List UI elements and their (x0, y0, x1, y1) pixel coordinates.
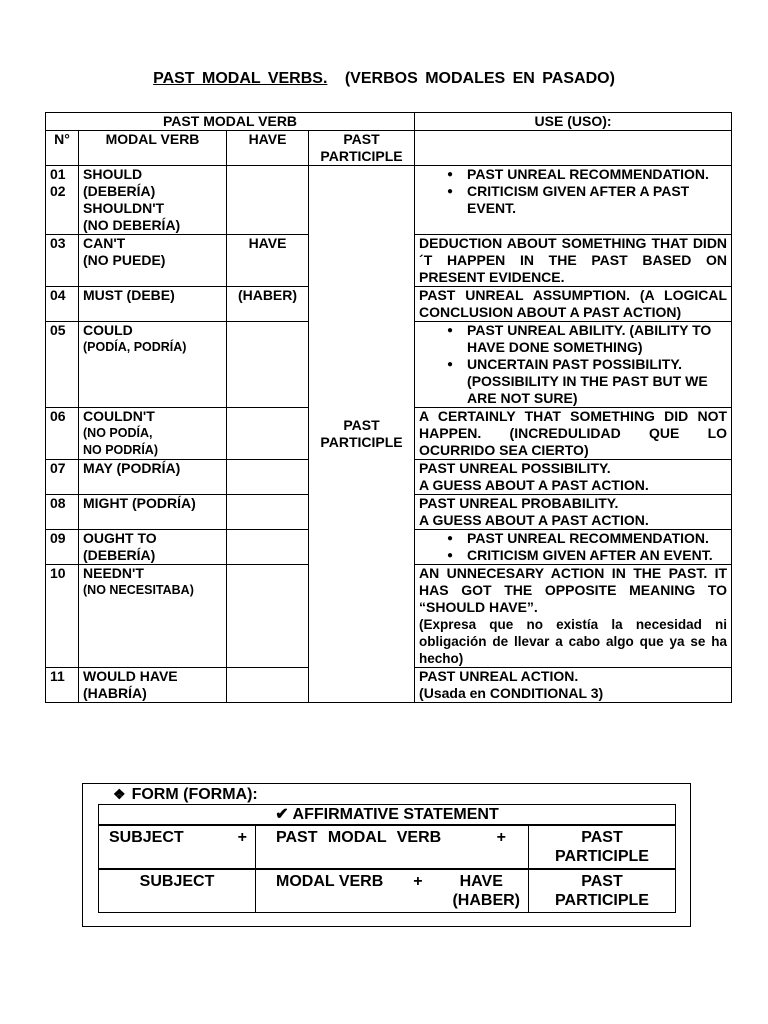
form-heading (113, 786, 258, 804)
affirmative-statement-header (99, 805, 676, 826)
past-modal-verb-label: PAST MODAL VERB (276, 829, 442, 846)
modal-verb-label: MODAL VERB (276, 873, 384, 890)
use-bullet: ● PAST UNREAL RECOMMENDATION. (447, 530, 727, 547)
use-bullet-list (419, 166, 727, 217)
have-cell (227, 322, 309, 408)
have-cell (227, 408, 309, 460)
have-cell (227, 565, 309, 668)
row-number: 11 (46, 668, 79, 703)
modal-verb-cell: WOULD HAVE (HABRÍA) (79, 668, 227, 703)
checkmark-icon: ✔ (275, 806, 289, 823)
form-statement-row (99, 805, 676, 826)
use-bullet: ● UNCERTAIN PAST POSSIBILITY. (POSSIBILITY IN THE PAST BUT WE ARE NOT SURE) (447, 356, 727, 407)
row-number: 06 (46, 408, 79, 460)
use-header: USE (USO): (415, 113, 732, 131)
haber-label: (HABER) (452, 892, 520, 909)
plus-sign: + (237, 829, 247, 846)
use-bullet: ● CRITICISM GIVEN AFTER A PAST EVENT. (447, 183, 727, 217)
have-cell: (HABER) (227, 287, 309, 322)
have-cell (227, 668, 309, 703)
have-cell: HAVE (227, 235, 309, 287)
row-number: 09 (46, 530, 79, 565)
modal-verb-text: NEEDN'T (83, 565, 144, 581)
use-cell: PAST UNREAL ACTION. (Usada en CONDITIONAL 3) (415, 668, 732, 703)
number-column-header: N° (46, 131, 79, 166)
use-bullet: ● CRITICISM GIVEN AFTER AN EVENT. (447, 547, 727, 564)
row-number: 05 (46, 322, 79, 408)
form-table (98, 804, 676, 913)
use-column-blank (415, 131, 732, 166)
table-row (46, 166, 732, 235)
modal-verb-cell (79, 408, 227, 460)
row-number: 08 (46, 495, 79, 530)
modal-verb-cell (79, 565, 227, 668)
have-cell (227, 166, 309, 235)
modal-verb-translation: (NO PODÍA, NO PODRÍA) (83, 426, 158, 457)
row-number: 07 (46, 460, 79, 495)
past-participle-cell: PAST PARTICIPLE (529, 825, 676, 869)
modal-verb-cell: MUST (DEBE) (79, 287, 227, 322)
use-cell (415, 530, 732, 565)
modal-verb-cell: CAN'T (NO PUEDE) (79, 235, 227, 287)
form-section (82, 783, 691, 927)
use-bullet-list (419, 530, 727, 564)
modal-verbs-table (45, 112, 732, 703)
use-cell (415, 322, 732, 408)
past-participle-cell: PAST PARTICIPLE (529, 869, 676, 913)
modal-verb-translation: (PODÍA, PODRÍA) (83, 340, 187, 354)
use-bullet: ● PAST UNREAL RECOMMENDATION. (447, 166, 727, 183)
use-cell: PAST UNREAL PROBABILITY. A GUESS ABOUT A PAST ACTION. (415, 495, 732, 530)
modal-verb-cell: OUGHT TO (DEBERÍA) (79, 530, 227, 565)
have-cell (227, 460, 309, 495)
use-cell (415, 565, 732, 668)
modal-verb-cell: MAY (PODRÍA) (79, 460, 227, 495)
modal-have-group (264, 872, 520, 910)
use-cell (415, 166, 732, 235)
header-row-1 (46, 113, 732, 131)
use-cell: DEDUCTION ABOUT SOMETHING THAT DIDN´T HAPPEN IN THE PAST BASED ON PRESENT EVIDENCE. (415, 235, 732, 287)
modal-verb-column-header: MODAL VERB (79, 131, 227, 166)
subject-plus-group (109, 828, 247, 847)
verb-plus-group (264, 828, 520, 847)
use-text: AN UNNECESARY ACTION IN THE PAST. IT HAS GOT THE OPPOSITE MEANING TO “SHOULD HAVE”. (419, 565, 728, 615)
have-label: HAVE (459, 873, 503, 890)
subject-cell: SUBJECT (99, 869, 256, 913)
have-cell (227, 530, 309, 565)
subject-cell (99, 825, 256, 869)
row-number: 03 (46, 235, 79, 287)
use-cell: A CERTAINLY THAT SOMETHING DID NOT HAPPEN. (INCREDULIDAD QUE LO OCURRIDO SEA CIERTO) (415, 408, 732, 460)
page-title (0, 70, 768, 88)
verb-cell (256, 869, 529, 913)
use-note: (Expresa que no existía la necesidad ni obligación de llevar a cabo algo que ya se ha hecho) (419, 617, 728, 666)
header-row-2 (46, 131, 732, 166)
modal-verb-text: COULD (83, 322, 133, 338)
row-number: 04 (46, 287, 79, 322)
plus-sign: + (413, 873, 423, 890)
past-participle-column-header: PAST PARTICIPLE (309, 131, 415, 166)
title-main: PAST MODAL VERBS. (153, 70, 328, 87)
affirmative-statement-label: AFFIRMATIVE STATEMENT (292, 806, 499, 823)
modal-verb-cell: MIGHT (PODRÍA) (79, 495, 227, 530)
verb-cell (256, 825, 529, 869)
diamond-bullet-icon: ❖ (113, 786, 126, 802)
modal-verb-text: COULDN'T (83, 408, 155, 424)
have-cell (227, 495, 309, 530)
have-column-header: HAVE (227, 131, 309, 166)
modal-verb-cell: SHOULD (DEBERÍA) SHOULDN'T (NO DEBERÍA) (79, 166, 227, 235)
use-bullet-list (419, 322, 727, 407)
row-number: 01 02 (46, 166, 79, 235)
subject-label: SUBJECT (109, 829, 184, 846)
past-modal-verb-header: PAST MODAL VERB (46, 113, 415, 131)
row-number: 10 (46, 565, 79, 668)
use-bullet: ● PAST UNREAL ABILITY. (ABILITY TO HAVE DONE SOMETHING) (447, 322, 727, 356)
use-cell: PAST UNREAL ASSUMPTION. (A LOGICAL CONCLUSION ABOUT A PAST ACTION) (415, 287, 732, 322)
form-row (99, 869, 676, 913)
form-heading-text: FORM (FORMA): (131, 786, 258, 803)
use-cell: PAST UNREAL POSSIBILITY. A GUESS ABOUT A PAST ACTION. (415, 460, 732, 495)
modal-verb-translation: (NO NECESITABA) (83, 583, 194, 597)
past-participle-merged-cell: PAST PARTICIPLE (309, 166, 415, 703)
title-translation: (VERBOS MODALES EN PASADO) (344, 70, 615, 87)
form-row (99, 825, 676, 869)
modal-verb-cell (79, 322, 227, 408)
plus-sign: + (496, 829, 506, 846)
have-group (452, 872, 520, 910)
